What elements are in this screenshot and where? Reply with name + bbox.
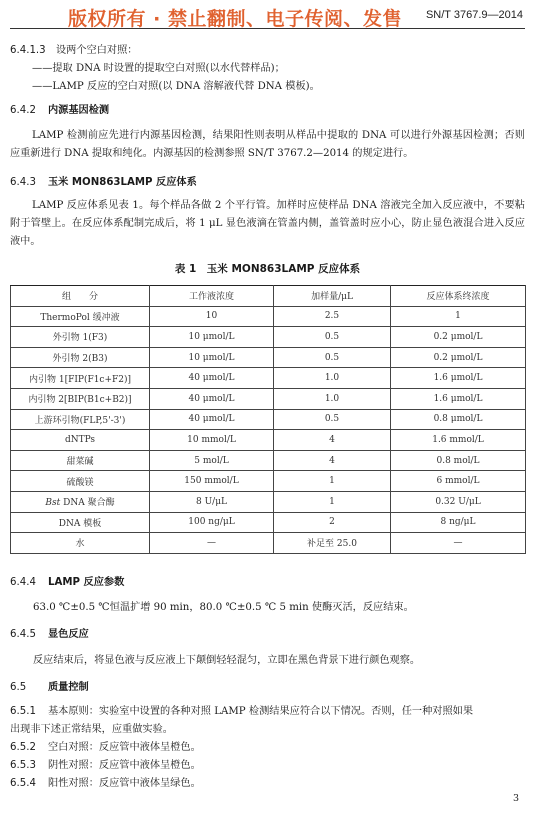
- table-cell: 8 U/μL: [150, 491, 274, 512]
- section-title: LAMP 反应参数: [48, 577, 125, 588]
- section-number: 6.4.5: [10, 629, 36, 640]
- paragraph-6-4-2: [10, 127, 525, 163]
- table-cell: 10 μmol/L: [150, 347, 274, 368]
- section-number: 6.4.1.3: [10, 45, 46, 56]
- page-number: 3: [512, 793, 519, 804]
- table-cell: 1.0: [274, 368, 391, 389]
- document-code: SN/T 3767.9—2014: [425, 9, 523, 21]
- paragraph-6-4-4: 63.0 ℃±0.5 ℃恒温扩增 90 min，80.0 ℃±0.5 ℃ 5 min 使酶灭活，反应结束。: [33, 602, 414, 613]
- table-cell: 上游环引物(FLP,5'-3'): [11, 409, 150, 430]
- table-cell: 0.32 U/μL: [391, 491, 526, 512]
- watermark-banner: 版权所有 · 禁止翻制、电子传阅、发售: [68, 8, 402, 30]
- column-header: 组 分: [11, 286, 150, 307]
- table-cell: 6 mmol/L: [391, 471, 526, 492]
- table-cell: 外引物 2(B3): [11, 347, 150, 368]
- table-cell: 内引物 2[BIP(B1c+B2)]: [11, 388, 150, 409]
- table-row: [11, 306, 526, 327]
- table-cell: 0.8 μmol/L: [391, 409, 526, 430]
- table-row: [11, 430, 526, 451]
- table-cell: 5 mol/L: [150, 450, 274, 471]
- table-cell: 1: [274, 491, 391, 512]
- section-title: 显色反应: [48, 629, 89, 640]
- table-row: [11, 388, 526, 409]
- section-number: 6.5.2: [10, 742, 36, 753]
- list-item: ——提取 DNA 时设置的提取空白对照(以水代替样品)；: [32, 63, 285, 74]
- section-text: 阴性对照：反应管中液体呈橙色。: [48, 760, 201, 771]
- table-cell: 4: [274, 430, 391, 451]
- table-cell: 2.5: [274, 306, 391, 327]
- table-cell: 0.2 μmol/L: [391, 327, 526, 348]
- section-6-4-5-heading: [10, 625, 89, 640]
- table-cell: dNTPs: [11, 430, 150, 451]
- list-item: ——LAMP 反应的空白对照(以 DNA 溶解液代替 DNA 模板)。: [32, 81, 320, 92]
- table-row: [11, 368, 526, 389]
- table-cell: 40 μmol/L: [150, 409, 274, 430]
- table-cell: 0.8 mol/L: [391, 450, 526, 471]
- section-6-4-1-3: [10, 41, 138, 56]
- table-cell: 100 ng/μL: [150, 512, 274, 533]
- paragraph-text: LAMP 检测前应先进行内源基因检测，结果阳性则表明从样品中提取的 DNA 可以进行外源基因检测；否则应重新进行 DNA 提取和纯化。内源基因的检测参照 SN/T 3767.2—2014 的规定进行。: [10, 130, 525, 159]
- table-cell: 1: [391, 306, 526, 327]
- table-caption: 表 1 玉米 MON863LAMP 反应体系: [174, 263, 361, 275]
- table-cell: 10: [150, 306, 274, 327]
- table-row: [11, 327, 526, 348]
- table-cell: DNA 模板: [11, 512, 150, 533]
- column-header: 加样量/μL: [274, 286, 391, 307]
- table-row: [11, 491, 526, 512]
- column-header: 工作液浓度: [150, 286, 274, 307]
- section-text: 空白对照：反应管中液体呈橙色。: [48, 742, 201, 753]
- table-row: [11, 471, 526, 492]
- table-cell: 0.5: [274, 347, 391, 368]
- table-cell: 150 mmol/L: [150, 471, 274, 492]
- table-cell: 内引物 1[FIP(F1c+F2)]: [11, 368, 150, 389]
- table-cell: 10 mmol/L: [150, 430, 274, 451]
- section-text: 阳性对照：反应管中液体呈绿色。: [48, 778, 201, 789]
- table-row: [11, 512, 526, 533]
- section-title: 质量控制: [48, 682, 89, 693]
- section-6-5-1-continuation: 出现非下述正常结果，应重做实验。: [10, 724, 173, 735]
- table-cell: 8 ng/μL: [391, 512, 526, 533]
- section-6-4-3-heading: [10, 173, 197, 188]
- table-cell: 1.6 mmol/L: [391, 430, 526, 451]
- table-header-row: [11, 286, 526, 307]
- section-number: 6.4.4: [10, 577, 36, 588]
- section-6-5-4: [10, 774, 201, 789]
- paragraph-text: LAMP 反应体系见表 1。每个样品各做 2 个平行管。加样时应使样品 DNA 溶液完全加入反应液中，不要粘附于管壁上。在反应体系配制完成后，将 1 μL 显色液滴在管盖内侧，盖管盖时应小心，防止显色液混合进入反应液中。: [10, 200, 525, 247]
- section-number: 6.5: [10, 682, 27, 693]
- table-cell: 1.6 μmol/L: [391, 388, 526, 409]
- table-row: [11, 409, 526, 430]
- section-6-4-4-heading: [10, 573, 124, 588]
- table-cell: 4: [274, 450, 391, 471]
- column-header: 反应体系终浓度: [391, 286, 526, 307]
- table-cell: Bst DNA 聚合酶: [11, 491, 150, 512]
- section-6-5-1: [10, 702, 473, 717]
- section-number: 6.5.3: [10, 760, 36, 771]
- section-text: 基本原则：实验室中设置的各种对照 LAMP 检测结果应符合以下情况。否则，任一种对照如果: [48, 706, 474, 717]
- section-number: 6.4.3: [10, 177, 36, 188]
- table-cell: 0.2 μmol/L: [391, 347, 526, 368]
- section-6-5-heading: [10, 678, 89, 693]
- section-title: 内源基因检测: [48, 105, 110, 116]
- table-cell: ThermoPol 缓冲液: [11, 306, 150, 327]
- section-6-5-3: [10, 756, 201, 771]
- table-cell: 0.5: [274, 327, 391, 348]
- table-cell: 甜菜碱: [11, 450, 150, 471]
- table-cell: 10 μmol/L: [150, 327, 274, 348]
- table-cell: 2: [274, 512, 391, 533]
- table-cell: 1.0: [274, 388, 391, 409]
- paragraph-6-4-3: [10, 197, 525, 251]
- table-cell: —: [391, 533, 526, 554]
- table-row: [11, 533, 526, 554]
- section-number: 6.5.4: [10, 778, 36, 789]
- table-cell: 硫酸镁: [11, 471, 150, 492]
- table-cell: 外引物 1(F3): [11, 327, 150, 348]
- table-cell: 40 μmol/L: [150, 368, 274, 389]
- reaction-system-table: [10, 285, 526, 554]
- table-cell: 1.6 μmol/L: [391, 368, 526, 389]
- section-6-4-2-heading: [10, 101, 109, 116]
- section-text: 设两个空白对照：: [56, 45, 138, 56]
- table-row: [11, 347, 526, 368]
- section-number: 6.4.2: [10, 105, 36, 116]
- table-row: [11, 450, 526, 471]
- table-cell: 40 μmol/L: [150, 388, 274, 409]
- section-number: 6.5.1: [10, 706, 36, 717]
- table-cell: 水: [11, 533, 150, 554]
- paragraph-6-4-5: 反应结束后，将显色液与反应液上下颠倒轻轻混匀，立即在黑色背景下进行颜色观察。: [33, 655, 421, 666]
- header-rule: [10, 28, 525, 29]
- section-6-5-2: [10, 738, 201, 753]
- table-cell: 1: [274, 471, 391, 492]
- table-body: [11, 306, 526, 553]
- section-title: 玉米 MON863LAMP 反应体系: [48, 177, 197, 188]
- table-cell: —: [150, 533, 274, 554]
- table-cell: 0.5: [274, 409, 391, 430]
- table-cell: 补足至 25.0: [274, 533, 391, 554]
